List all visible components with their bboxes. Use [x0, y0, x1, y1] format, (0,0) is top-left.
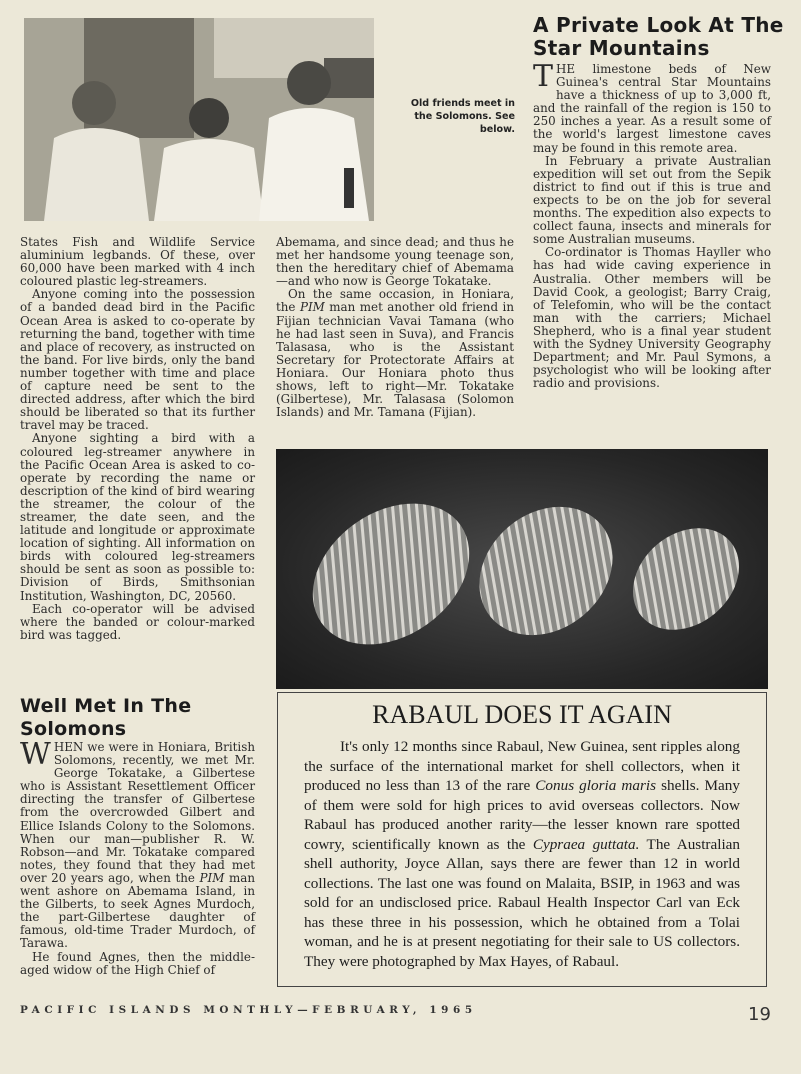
- star-mountains-para-2: In February a private Australian expedition will set out from the Sepik district to find out if this is true and expects to be on the job for several months. The expedition also expects to collect fauna, insects and minerals for some Australian museums.: [533, 153, 771, 247]
- well-met-article-col2: [276, 236, 514, 419]
- drop-cap: W: [20, 737, 51, 772]
- cowry-shells-photo: [276, 449, 768, 689]
- well-met-article-col1: [20, 737, 255, 977]
- rabaul-article: [304, 737, 740, 971]
- bird-para-3: Anyone sighting a bird with a coloured leg-streamer anywhere in the Pacific Ocean Area is asked to co-operate by recording the name or description of the kind of bird wearing the streamer, the colour of the streamer, the date seen, and the latitude and longitude or approximate location of sighting. All information on birds with coloured leg-streamers should be sent as soon as possible to: Division of Birds, Smithsonian Institution, Washington, DC, 20560.: [20, 431, 255, 603]
- page-number: 19: [748, 1004, 771, 1025]
- shell-2: [454, 480, 639, 661]
- three-men-image: [24, 18, 374, 221]
- shells-image: [276, 449, 768, 689]
- bird-banding-article: [20, 236, 255, 642]
- running-footer: PACIFIC ISLANDS MONTHLY—FEBRUARY, 1965: [20, 1004, 477, 1016]
- well-met-para-4: On the same occasion, in Honiara, the PIM man met another old friend in Fijian technician Vavai Tamana (who he had last seen in Suva), and Francis Talasasa, who is the Assistant Secretary for Protectorate Affairs at Honiara. Our Honiara photo thus shows, left to right—Mr. Tokatake (Gilbertese), Mr. Talasasa (Solomon Islands) and Mr. Tamana (Fijian).: [276, 287, 514, 420]
- star-mountains-article: [533, 59, 771, 391]
- rabaul-headline: RABAUL DOES IT AGAIN: [372, 700, 672, 729]
- rabaul-paragraph: It's only 12 months since Rabaul, New Guinea, sent ripples along the surface of the international market for shell collectors, when it produced no less than 13 of the rare Conus gloria maris shells. Many of them were sold for high prices to avid overseas collectors. Now Rabaul has produced another rarity—the lesser known rare spotted cowry, scientifically known as the Cypraea guttata. The Australian shell authority, Joyce Allan, says there are fewer than 12 in world collections. The last one was found on Malaita, BSIP, in 1963 and was sold for an undisclosed price. Rabaul Health Inspector Carl van Eck has these three in his possession, which he obtained from a Tolai woman, and he is at present negotiating for their sale to US collectors. They were photographed by Max Hayes, of Rabaul.: [304, 738, 741, 970]
- star-mountains-headline: A Private Look At The Star Mountains: [533, 13, 784, 60]
- star-mountains-para-3: Co-ordinator is Thomas Hayller who has had wide caving experience in Australia. Other members will be David Cook, a geologist; Barry Craig, of Telefomin, who will be the contact man with the carriers; Michael Shepherd, who is a final year student with the Sydney University Geography Department; and Mr. Paul Symons, a psychologist who will be looking after radio and provisions.: [533, 245, 771, 391]
- bird-para-2: Anyone coming into the possession of a banded dead bird in the Pacific Ocean Area is asked to co-operate by returning the band, together with time and place of recovery, as instructed on the band. For live birds, only the band number together with time and place of capture need be sent to the directed address, after which the bird should be liberated so that its further travel may be traced.: [20, 287, 255, 433]
- shell-3: [613, 507, 760, 651]
- bird-para-1: States Fish and Wildlife Service aluminium legbands. Of these, over 60,000 have been marked with 4 inch coloured plastic leg-streamers.: [20, 235, 255, 289]
- solomons-photo: [24, 18, 374, 221]
- bird-para-4: Each co-operator will be advised where the banded or colour-marked bird was tagged.: [20, 601, 255, 642]
- star-mountains-para-1: THE limestone beds of New Guinea's central Star Mountains have a thickness of up to 3,000 ft, and the rainfall of the region is 150 to 250 inches a year. As a result some of the world's largest limestone caves may be found in this remote area.: [533, 59, 771, 155]
- well-met-para-1: WHEN we were in Honiara, British Solomons, recently, we met Mr. George Tokatake, a Gilbertese who is Assistant Resettlement Officer directing the transfer of Gilbertese from the overcrowded Gilbert and Ellice Islands Colony to the Solomons. When our man—publisher R. W. Robson—and Mr. Tokatake compared notes, they found that they had met over 20 years ago, when the PIM man went ashore on Abemama Island, in the Gilberts, to seek Agnes Murdoch, the part-Gilbertese daughter of famous, old-time Trader Murdoch, of Tarawa.: [20, 737, 255, 951]
- photo-caption: Old friends meet in the Solomons. See below.: [410, 98, 515, 135]
- drop-cap: T: [533, 59, 554, 94]
- well-met-headline: Well Met In The Solomons: [20, 695, 192, 740]
- well-met-para-3: Abemama, and since dead; and thus he met her handsome young teenage son, then the hereditary chief of Abemama—and who now is George Tokatake.: [276, 235, 514, 289]
- shell-1: [286, 474, 496, 673]
- well-met-para-2: He found Agnes, then the middle-aged widow of the High Chief of: [20, 949, 255, 977]
